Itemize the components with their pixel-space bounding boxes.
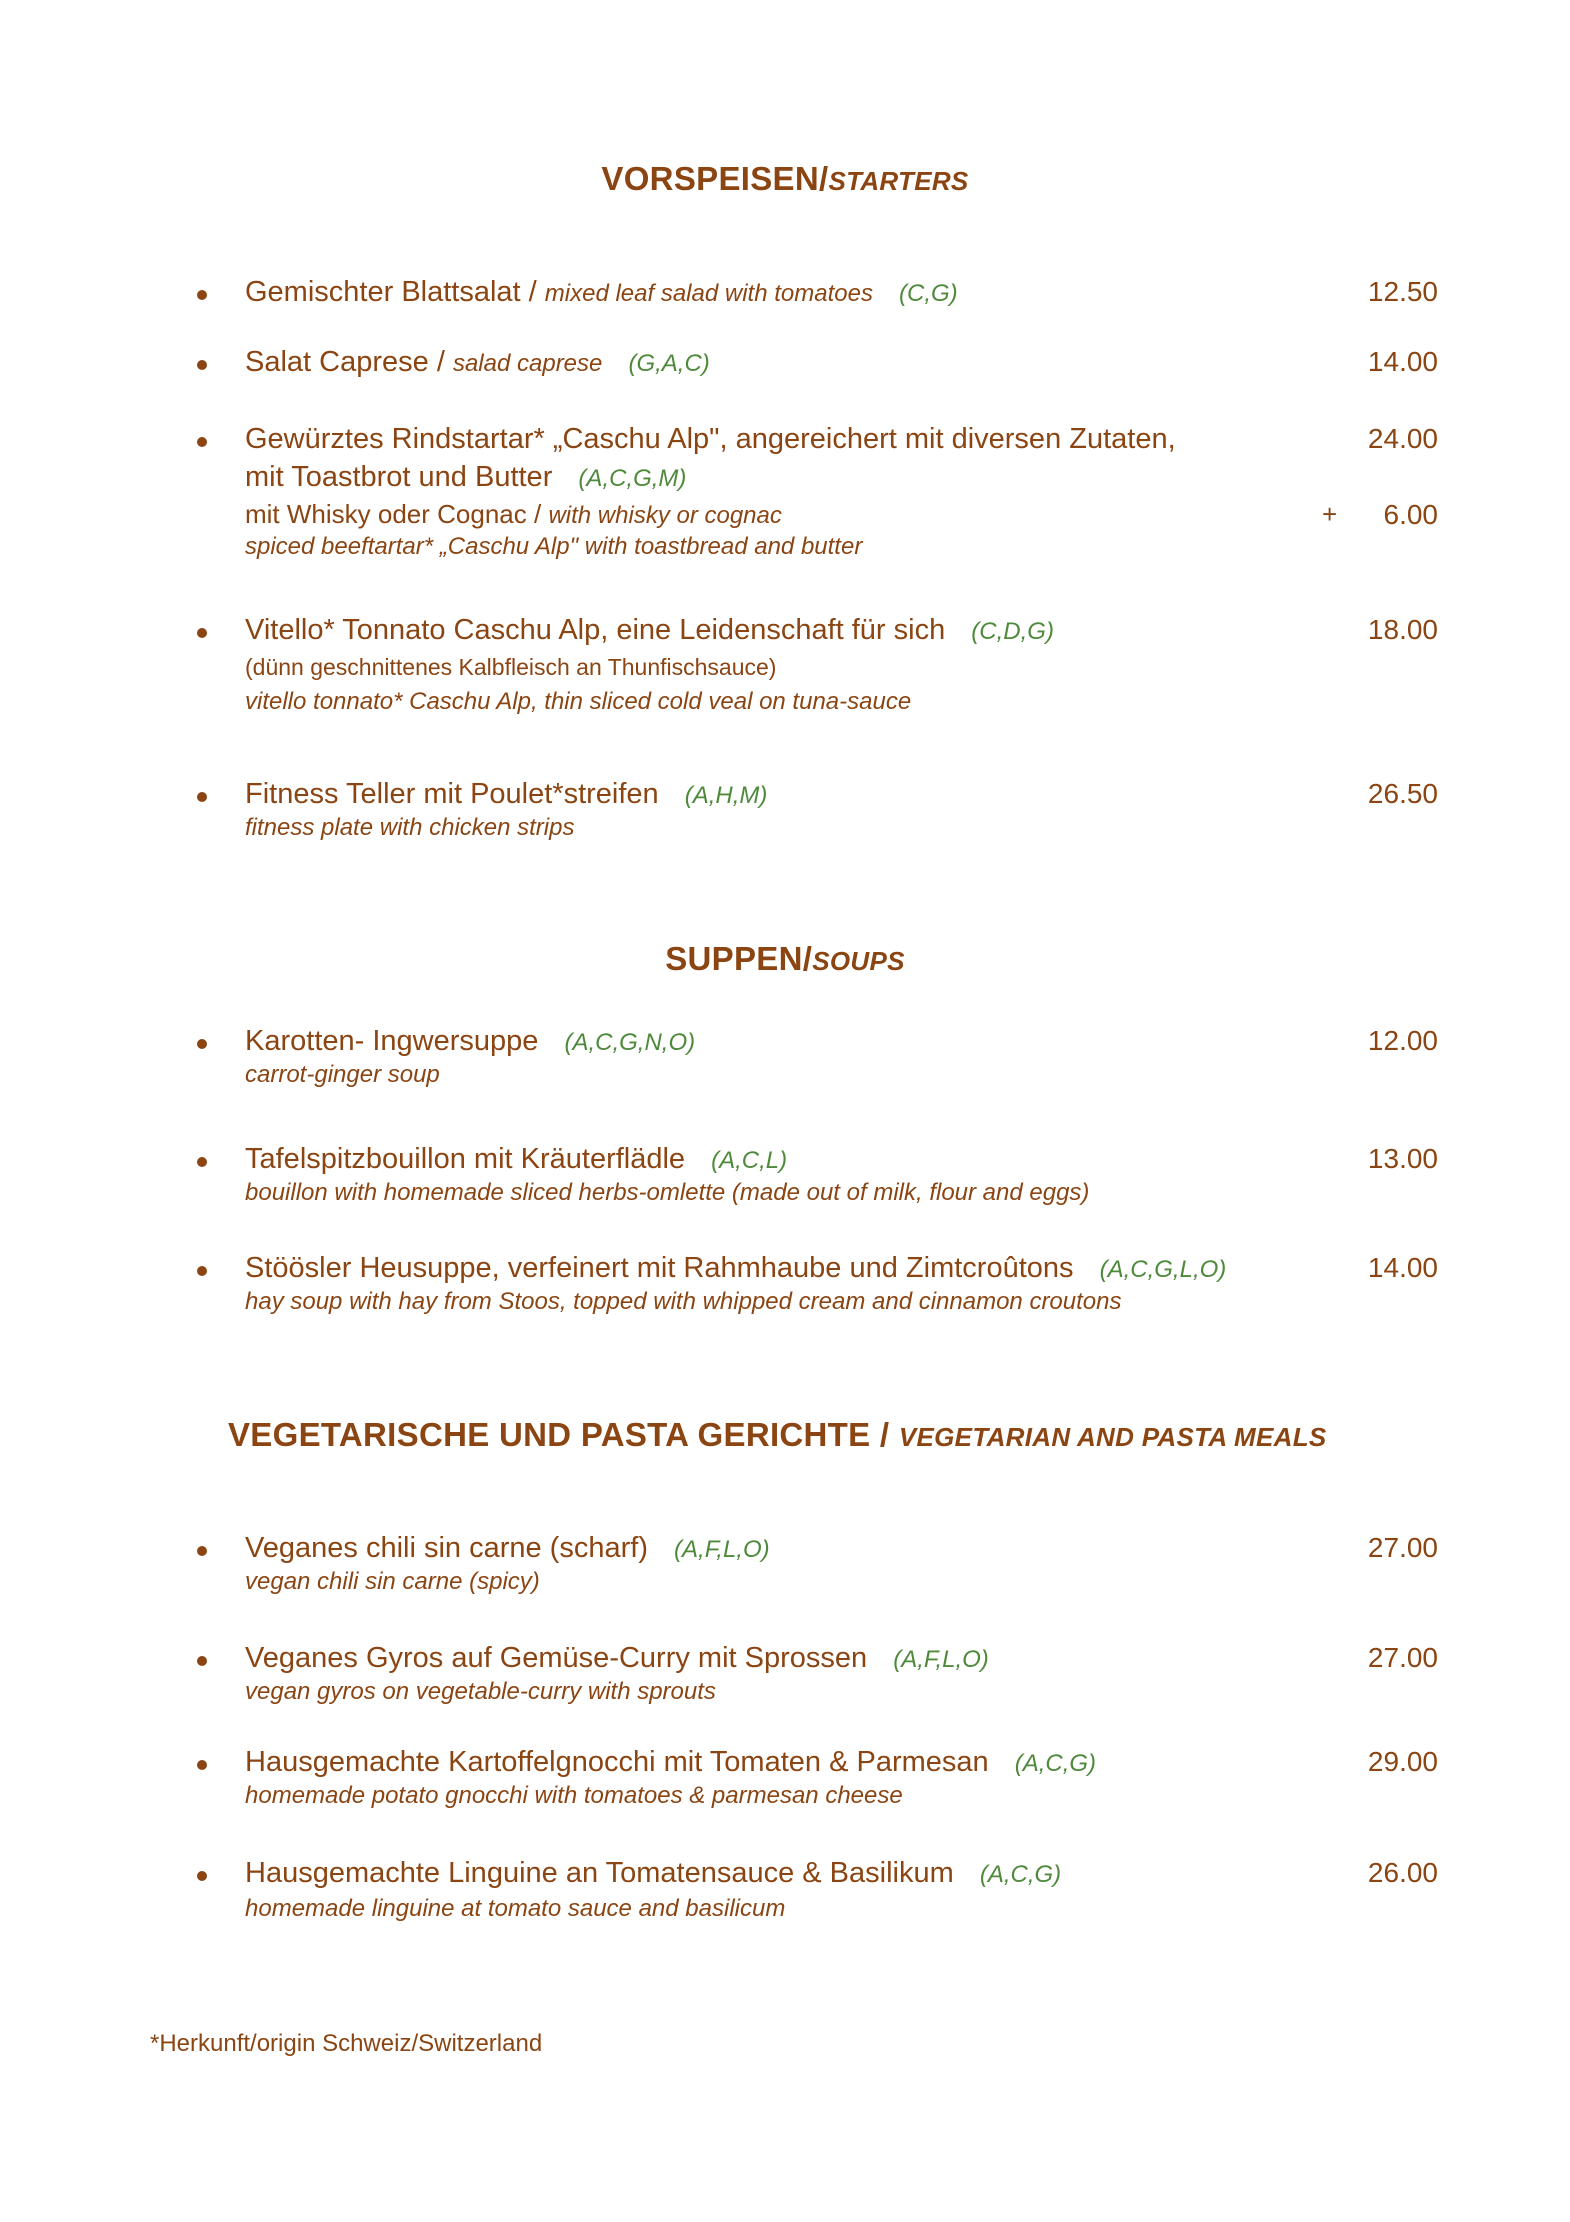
item-price: 29.00 — [1367, 1746, 1438, 1777]
bullet-icon — [197, 1039, 207, 1049]
bullet-icon — [197, 1266, 207, 1276]
item-price: 18.00 — [1367, 614, 1438, 645]
bullet-icon — [197, 290, 207, 300]
item-description-en: homemade linguine at tomato sauce and basilicum — [245, 1895, 786, 1922]
section-title-en: VEGETARIAN AND PASTA MEALS — [898, 1422, 1327, 1452]
section-title-en: STARTERS — [828, 166, 969, 196]
item-name: Hausgemachte Kartoffelgnocchi mit Tomaten & Parmesan — [245, 1746, 989, 1778]
section-title-en: SOUPS — [812, 946, 905, 976]
item-description-en: spiced beeftartar* „Caschu Alp" with toastbread and butter — [245, 533, 863, 560]
item-name-line2: mit Toastbrot und Butter — [245, 461, 553, 493]
section-title-soups — [0, 940, 1570, 978]
item-allergens: (G,A,C) — [628, 350, 710, 377]
item-price: 12.50 — [1367, 276, 1438, 307]
item-allergens: (C,D,G) — [971, 618, 1054, 645]
bullet-icon — [197, 792, 207, 802]
item-allergens: (A,C,L) — [711, 1147, 788, 1174]
section-title-vegetarian — [228, 1416, 1327, 1454]
bullet-icon — [197, 1656, 207, 1666]
section-title-de: SUPPEN/ — [665, 940, 813, 977]
item-price: 13.00 — [1367, 1143, 1438, 1174]
item-name: Karotten- Ingwersuppe — [245, 1025, 539, 1057]
item-name: Salat Caprese / — [245, 346, 445, 378]
section-title-starters — [0, 160, 1570, 198]
extra-plus-sign: + — [1322, 499, 1338, 529]
item-name: Hausgemachte Linguine an Tomatensauce & Basilikum — [245, 1857, 954, 1889]
item-allergens: (A,C,G,M) — [578, 465, 687, 492]
origin-footnote: *Herkunft/origin Schweiz/Switzerland — [150, 2030, 543, 2057]
bullet-icon — [197, 1546, 207, 1556]
item-allergens: (A,H,M) — [684, 782, 768, 809]
item-description-en: carrot-ginger soup — [245, 1061, 440, 1088]
bullet-icon — [197, 1157, 207, 1167]
item-extra: mit Whisky oder Cognac / — [245, 499, 542, 529]
bullet-icon — [197, 360, 207, 370]
item-description-en: vegan chili sin carne (spicy) — [245, 1568, 540, 1595]
item-allergens: (A,C,G) — [979, 1861, 1062, 1888]
item-price: 14.00 — [1367, 346, 1438, 377]
item-allergens: (A,F,L,O) — [893, 1646, 989, 1673]
item-name: Stöösler Heusuppe, verfeinert mit Rahmhaube und Zimtcroûtons — [245, 1252, 1074, 1284]
item-subtitle: (dünn geschnittenes Kalbfleisch an Thunfischsauce) — [245, 654, 777, 680]
item-name: Veganes Gyros auf Gemüse-Curry mit Sprossen — [245, 1642, 868, 1674]
item-name: Fitness Teller mit Poulet*streifen — [245, 778, 659, 810]
item-name-en: mixed leaf salad with tomatoes — [544, 280, 873, 307]
item-description-en: homemade potato gnocchi with tomatoes & parmesan cheese — [245, 1782, 903, 1809]
item-extra-en: with whisky or cognac — [548, 502, 782, 529]
item-allergens: (A,C,G,N,O) — [564, 1029, 696, 1056]
item-price: 26.50 — [1367, 778, 1438, 809]
item-name-line1: Gewürztes Rindstartar* „Caschu Alp", angereichert mit diversen Zutaten, — [245, 423, 1176, 455]
item-name: Gemischter Blattsalat / — [245, 276, 537, 308]
section-title-de: VEGETARISCHE UND PASTA GERICHTE / — [228, 1416, 890, 1453]
item-price: 12.00 — [1367, 1025, 1438, 1056]
item-allergens: (A,C,G) — [1014, 1750, 1097, 1777]
bullet-icon — [197, 437, 207, 447]
item-description-en: vegan gyros on vegetable-curry with sprouts — [245, 1678, 716, 1705]
item-price: 27.00 — [1367, 1642, 1438, 1673]
item-allergens: (C,G) — [899, 280, 958, 307]
item-price: 27.00 — [1367, 1532, 1438, 1563]
item-name: Veganes chili sin carne (scharf) — [245, 1532, 648, 1564]
section-title-de: VORSPEISEN/ — [601, 160, 829, 197]
item-description-en: hay soup with hay from Stoos, topped with whipped cream and cinnamon croutons — [245, 1288, 1122, 1315]
item-extra-price: 6.00 — [1383, 499, 1438, 530]
item-description-en: fitness plate with chicken strips — [245, 814, 575, 841]
item-allergens: (A,C,G,L,O) — [1099, 1256, 1227, 1283]
item-price: 14.00 — [1367, 1252, 1438, 1283]
item-name: Vitello* Tonnato Caschu Alp, eine Leidenschaft für sich — [245, 614, 946, 646]
item-allergens: (A,F,L,O) — [674, 1536, 770, 1563]
item-name: Tafelspitzbouillon mit Kräuterflädle — [245, 1143, 686, 1175]
bullet-icon — [197, 1760, 207, 1770]
item-price: 24.00 — [1367, 423, 1438, 454]
item-price: 26.00 — [1367, 1857, 1438, 1888]
bullet-icon — [197, 628, 207, 638]
item-name-en: salad caprese — [452, 350, 603, 377]
item-description-en: vitello tonnato* Caschu Alp, thin sliced cold veal on tuna-sauce — [245, 688, 912, 715]
bullet-icon — [197, 1871, 207, 1881]
item-description-en: bouillon with homemade sliced herbs-omlette (made out of milk, flour and eggs) — [245, 1179, 1090, 1206]
